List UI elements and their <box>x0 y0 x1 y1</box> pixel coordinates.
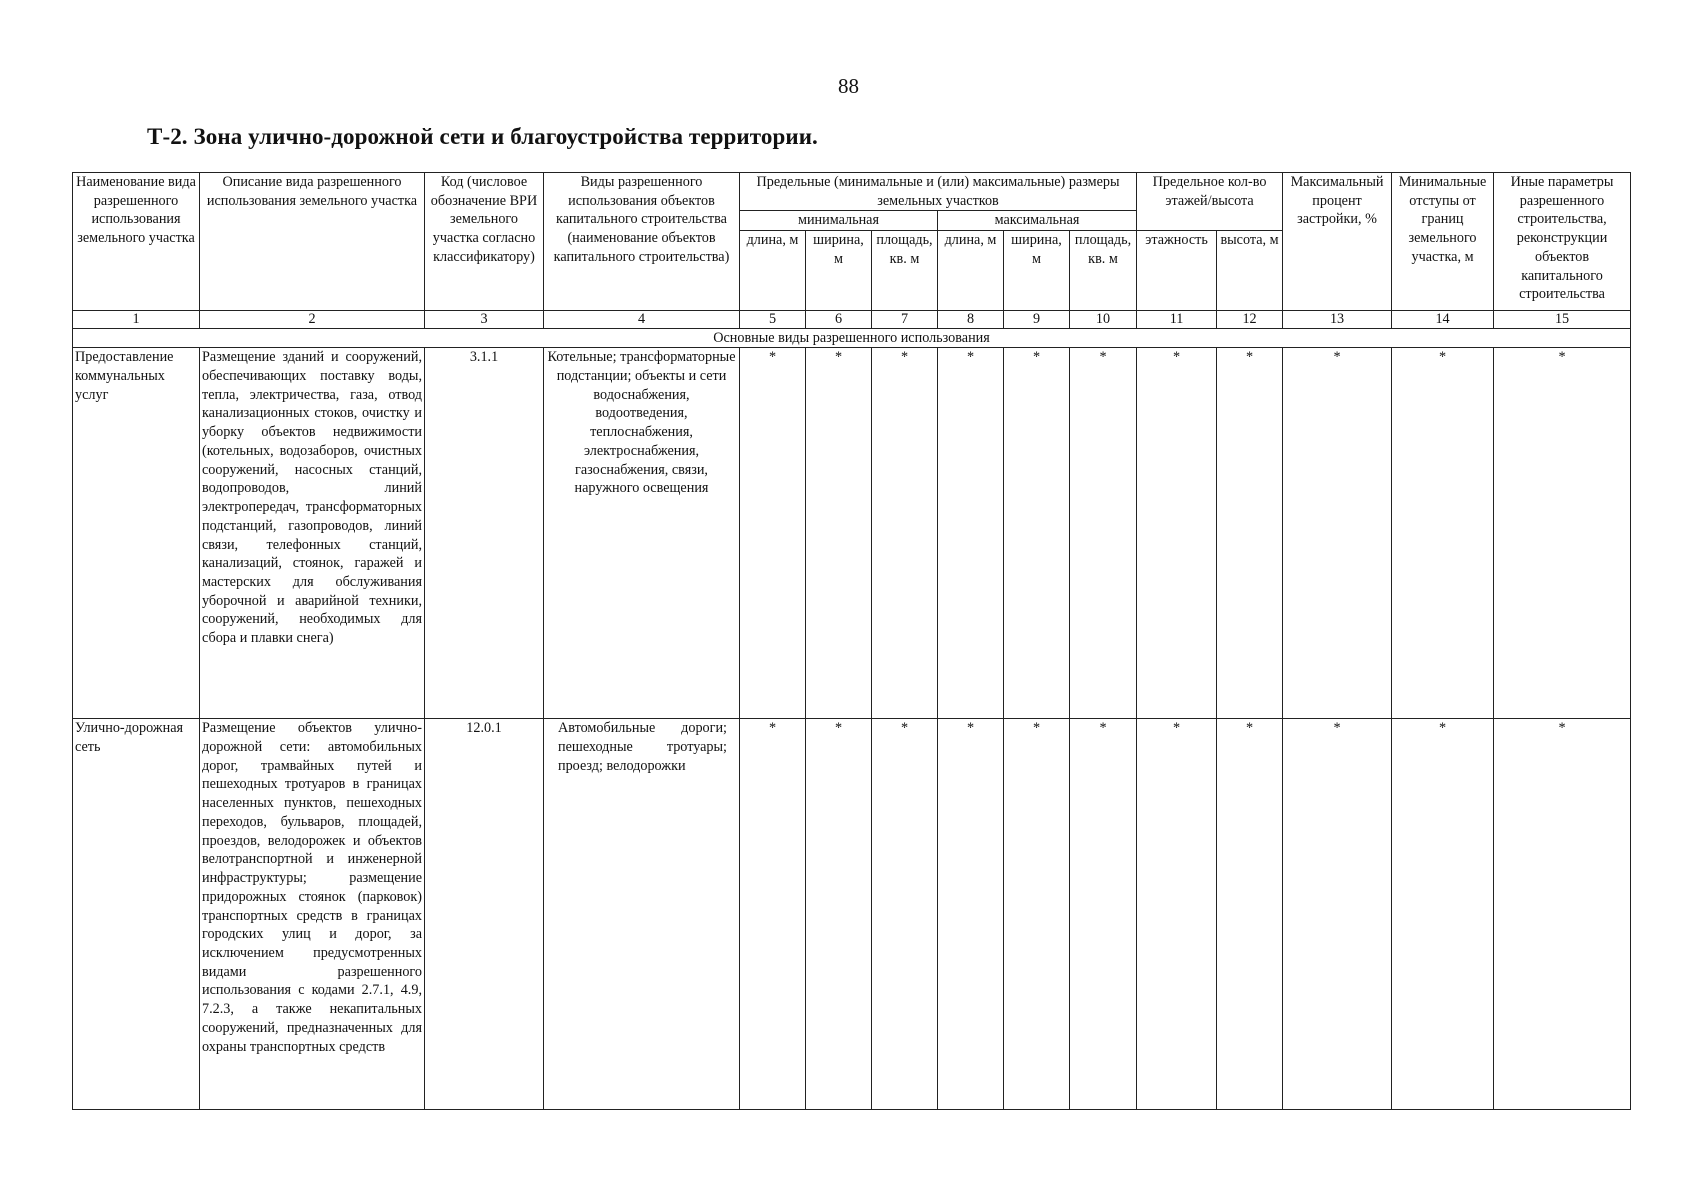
vri-name: Улично-дорожная сеть <box>73 719 200 1110</box>
max-width-value: * <box>1004 348 1070 719</box>
column-number-row <box>73 311 1631 329</box>
header-row-top <box>73 173 1631 211</box>
header-maximum: максимальная <box>938 211 1137 231</box>
section-row <box>73 329 1631 348</box>
header-vri-name: Наименование вида разрешенного использования земельного участка <box>73 173 200 311</box>
header-min-setbacks: Минимальные отступы от границ земельного участка, м <box>1392 173 1494 311</box>
column-number: 10 <box>1070 311 1137 329</box>
header-min-width: ширина, м <box>806 231 872 311</box>
column-number: 5 <box>740 311 806 329</box>
column-number: 13 <box>1283 311 1392 329</box>
header-height: высота, м <box>1217 231 1283 311</box>
header-description: Описание вида разрешенного использования земельного участка <box>200 173 425 311</box>
header-max-area: площадь, кв. м <box>1070 231 1137 311</box>
capital-construction-types: Автомобильные дороги; пешеходные тротуары; проезд; велодорожки <box>544 719 740 1110</box>
header-code: Код (числовое обозначение ВРИ земельного участка согласно классификатору) <box>425 173 544 311</box>
max-length-value: * <box>938 348 1004 719</box>
header-capital-types: Виды разрешенного использования объектов капитального строительства (наименование объектов капитального строительства) <box>544 173 740 311</box>
vri-name: Предоставление коммунальных услуг <box>73 348 200 719</box>
max-coverage-value: * <box>1283 348 1392 719</box>
header-minimum: минимальная <box>740 211 938 231</box>
regulations-table <box>72 172 1631 1110</box>
floor-count-value: * <box>1137 719 1217 1110</box>
header-min-area: площадь, кв. м <box>872 231 938 311</box>
vri-code: 3.1.1 <box>425 348 544 719</box>
max-area-value: * <box>1070 348 1137 719</box>
max-width-value: * <box>1004 719 1070 1110</box>
min-width-value: * <box>806 719 872 1110</box>
header-max-length: длина, м <box>938 231 1004 311</box>
max-coverage-value: * <box>1283 719 1392 1110</box>
header-min-length: длина, м <box>740 231 806 311</box>
column-number: 9 <box>1004 311 1070 329</box>
max-area-value: * <box>1070 719 1137 1110</box>
column-number: 2 <box>200 311 425 329</box>
min-area-value: * <box>872 348 938 719</box>
column-number: 11 <box>1137 311 1217 329</box>
min-length-value: * <box>740 348 806 719</box>
capital-construction-types: Котельные; трансформаторные подстанции; объекты и сети водоснабжения, водоотведения, теплоснабжения, электроснабжения, газоснабжения, связи, наружного освещения <box>544 348 740 719</box>
column-number: 1 <box>73 311 200 329</box>
min-setback-value: * <box>1392 719 1494 1110</box>
header-floors-height: Предельное кол-во этажей/высота <box>1137 173 1283 231</box>
table-row <box>73 348 1631 719</box>
header-max-coverage: Максимальный процент застройки, % <box>1283 173 1392 311</box>
header-floor-count: этажность <box>1137 231 1217 311</box>
header-plot-sizes: Предельные (минимальные и (или) максимальные) размеры земельных участков <box>740 173 1137 211</box>
header-other-params: Иные параметры разрешенного строительства, реконструкции объектов капитального строительства <box>1494 173 1631 311</box>
page-number: 88 <box>838 74 859 98</box>
min-length-value: * <box>740 719 806 1110</box>
vri-description: Размещение объектов улично-дорожной сети: автомобильных дорог, трамвайных путей и пешеходных тротуаров в границах населенных пунктов, пешеходных переходов, бульваров, площадей, проездов, велодорожек и объектов велотранспортной и инженерной инфраструктуры; размещение придорожных стоянок (парковок) транспортных средств в границах городских улиц и дорог, за исключением предусмотренных видами разрешенного использования с кодами 2.7.1, 4.9, 7.2.3, а также некапитальных сооружений, предназначенных для охраны транспортных средств <box>200 719 425 1110</box>
height-value: * <box>1217 348 1283 719</box>
floor-count-value: * <box>1137 348 1217 719</box>
document-title: Т-2. Зона улично-дорожной сети и благоустройства территории. <box>147 124 818 149</box>
column-number: 3 <box>425 311 544 329</box>
min-width-value: * <box>806 348 872 719</box>
min-area-value: * <box>872 719 938 1110</box>
column-number: 14 <box>1392 311 1494 329</box>
column-number: 15 <box>1494 311 1631 329</box>
max-length-value: * <box>938 719 1004 1110</box>
column-number: 6 <box>806 311 872 329</box>
column-number: 7 <box>872 311 938 329</box>
height-value: * <box>1217 719 1283 1110</box>
column-number: 4 <box>544 311 740 329</box>
other-params-value: * <box>1494 348 1631 719</box>
vri-code: 12.0.1 <box>425 719 544 1110</box>
section-title: Основные виды разрешенного использования <box>73 329 1631 348</box>
column-number: 12 <box>1217 311 1283 329</box>
vri-description: Размещение зданий и сооружений, обеспечивающих поставку воды, тепла, электричества, газа, отвод канализационных стоков, очистку и уборку объектов недвижимости (котельных, водозаборов, очистных сооружений, насосных станций, водопроводов, линий электропередач, трансформаторных подстанций, газопроводов, линий связи, телефонных станций, канализаций, стоянок, гаражей и мастерских для обслуживания уборочной и аварийной техники, сооружений, необходимых для сбора и плавки снега) <box>200 348 425 719</box>
other-params-value: * <box>1494 719 1631 1110</box>
min-setback-value: * <box>1392 348 1494 719</box>
table-row <box>73 719 1631 1110</box>
column-number: 8 <box>938 311 1004 329</box>
header-max-width: ширина, м <box>1004 231 1070 311</box>
